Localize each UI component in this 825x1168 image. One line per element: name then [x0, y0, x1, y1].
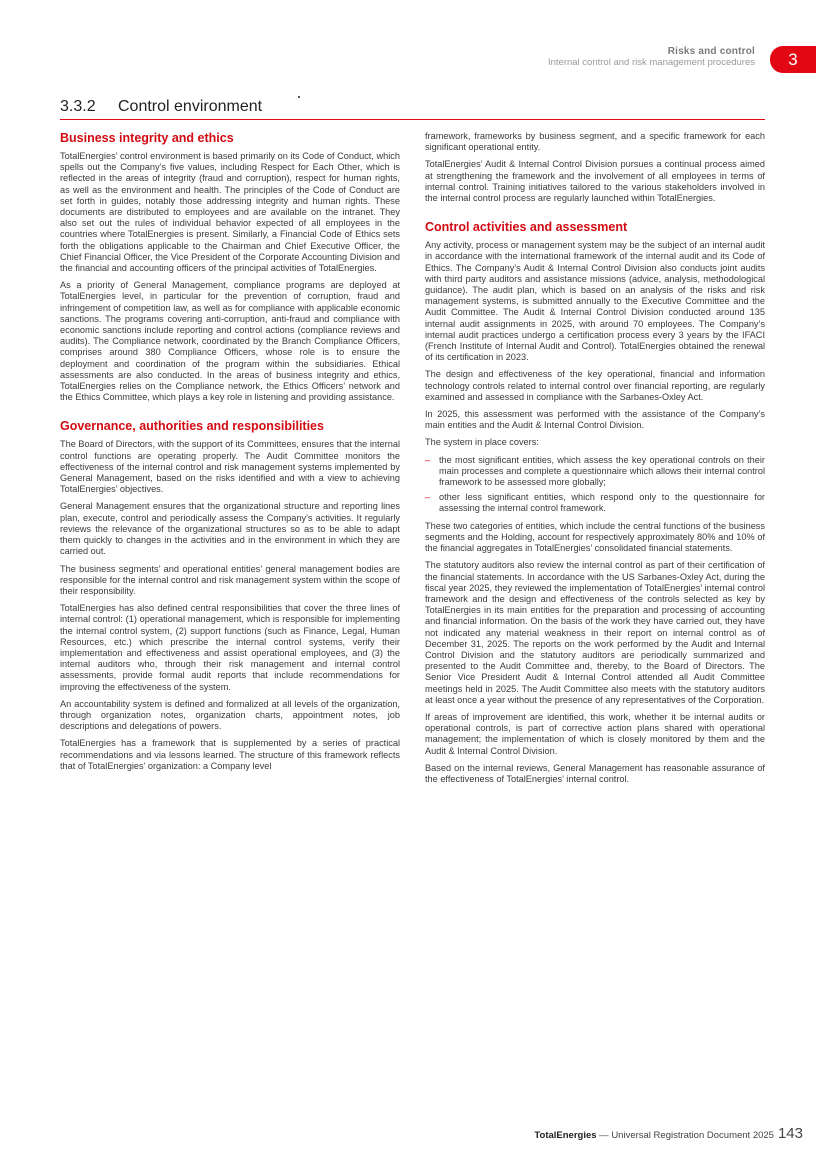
heading-governance: Governance, authorities and responsibilities: [60, 419, 324, 434]
header-subtitle: Internal control and risk management procedures: [547, 57, 755, 68]
paragraph: An accountability system is defined and formalized at all levels of the organization, through organization notes, organization charts, appointment notes, job descriptions and delegations of powers.: [60, 698, 400, 732]
paragraph: The business segments’ and operational entities’ general management bodies are responsible for the internal control and risk management system within the scope of their responsibility.: [60, 563, 400, 596]
paragraph: If areas of improvement are identified, this work, whether it be internal audits or operational controls, is part of corrective action plans shared with operational management; the implementation of which is closely monitored by them and the Audit & Internal Control Division.: [425, 711, 765, 756]
paragraph: Based on the internal reviews, General Management has reasonable assurance of the effectiveness of TotalEnergies’ internal control.: [425, 762, 765, 784]
paragraph: TotalEnergies has a framework that is supplemented by a series of practical recommendations and via lessons learned. The structure of this framework reflects that of TotalEnergies’ organization: a Company level: [60, 738, 400, 771]
section-title: [60, 96, 765, 120]
list-item: [425, 455, 765, 489]
bullet-list: [425, 455, 765, 515]
page-footer: [534, 1125, 803, 1143]
dash-marker: –: [425, 492, 431, 503]
running-header: [548, 46, 755, 68]
page-number: 143: [777, 1125, 803, 1142]
paragraph: As a priority of General Management, compliance programs are deployed at TotalEnergies level, in particular for the prevention of corruption, fraud and infringement of competition law, as well as for compliance with applicable economic sanctions. The programs covering anti-corruption, anti-fraud and compliance with economic sanctions include reporting and control actions (compliance reviews and audits). The Compliance network, coordinated by the Branch Compliance Officers, comprises around 380 Compliance Officers, whose role is to ensure the deployment and coordination of the program within the subsidiaries. Ethical assessments are also conducted. In the areas of business integrity and ethics, TotalEnergies relies on the Compliance network, the Ethics Officers’ network and the Ethics Committee, which plays a key role in listening and providing assistance.: [60, 280, 400, 403]
chapter-tab: 3: [770, 46, 816, 73]
paragraph: These two categories of entities, which include the central functions of the business segments and the Holding, account for respectively approximately 80% and 10% of the financial aggregates in TotalEnergies’ consolidated financial statements.: [425, 520, 765, 554]
footer-brand: TotalEnergies: [534, 1130, 597, 1141]
paragraph: TotalEnergies’ control environment is based primarily on its Code of Conduct, which spells out the Company’s five values, including Respect for Each Other, which is reflected in the areas of integrity (fraud and corruption), respect for human rights, as well as the environment and health. The principles of the Code of Conduct are set forth in guides, notably those addressing integrity and human rights. These documents are distributed to employees and are available on the intranet. They also set out the rules of individual behavior expected of all employees in the countries where TotalEnergies is present. Similarly, a Financial Code of Ethics sets forth the obligations applicable to the Chairman and Chief Executive Officer, the Chief Financial Officer, the Vice President of the Corporate Accounting Division and the financial and accounting officers of the principal activities of TotalEnergies.: [60, 151, 400, 274]
paragraph: The Board of Directors, with the support of its Committees, ensures that the internal control functions are operating properly. The Audit Committee monitors the effectiveness of the internal control and risk management systems implemented by General Management, based on the risks identified and with a view to achieving TotalEnergies’ objectives.: [60, 439, 400, 495]
paragraph: The system in place covers:: [425, 437, 539, 448]
paragraph: The design and effectiveness of the key operational, financial and information technology controls related to internal control over financial reporting, are regularly examined and assessed in compliance with the Sarbanes-Oxley Act.: [425, 369, 765, 402]
section-dot: [298, 96, 300, 98]
list-item: [425, 492, 765, 514]
paragraph: In 2025, this assessment was performed with the assistance of the Company’s main entities and the Audit & Internal Control Division.: [425, 409, 765, 431]
heading-business-integrity: Business integrity and ethics: [60, 131, 234, 145]
footer-document-title: — Universal Registration Document 2025: [596, 1130, 774, 1141]
section-name: Control environment: [118, 98, 263, 115]
paragraph: framework, frameworks by business segment, and a specific framework for each significant operational entity.: [425, 131, 765, 153]
list-item-text: other less significant entities, which respond only to the questionnaire for assessing the internal control framework.: [439, 492, 765, 514]
list-item-text: the most significant entities, which assess the key operational controls on their main processes and complete a questionnaire which allows their internal control framework to be assessed more globally;: [439, 454, 765, 488]
section-number: 3.3.2: [60, 98, 96, 115]
paragraph: General Management ensures that the organizational structure and reporting lines plan, execute, control and periodically assess the Company’s activities. It regularly reviews the relevance of the organizational structures so as to be able to adapt them quickly to changes in the activities and in the environment in which they are carried out.: [60, 501, 400, 557]
paragraph: Any activity, process or management system may be the subject of an internal audit in accordance with the international framework of the internal audit and its Code of Ethics. The Company’s Audit & Internal Control Division also conducts joint audits with third party auditors and assistance missions (advice, analysis, methodological guidance). The audit plan, which is based on an analysis of the risks and risk management systems, is submitted annually to the Executive Committee and the Audit Committee. The Audit & Internal Control Division conducted around 135 internal audit assignments in 2025, with around 70 employees. The Company’s internal audit practices undergo a certification process every 3 years by the IFACI (French Institute of Internal Audit and Control). TotalEnergies obtained the renewal of its certification in 2023.: [425, 240, 765, 363]
paragraph: TotalEnergies has also defined central responsibilities that cover the three lines of internal control: (1) operational management, which is responsible for implementing the internal control system, (2) support functions (such as Finance, Legal, Human Resources, etc.) which prescribe the internal control systems, verify their implementation and effectiveness and assist operational employees, and (3) the internal auditors who, through their risk management and internal control assessments, provide formal audit reports that include recommendations for improving the effectiveness of the system.: [60, 603, 400, 692]
paragraph: TotalEnergies’ Audit & Internal Control Division pursues a continual process aimed at strengthening the framework and the involvement of all employees in terms of internal control. Training initiatives tailored to the various stakeholders involved in the internal control process are regularly launched within TotalEnergies.: [425, 159, 765, 204]
left-column: [60, 131, 400, 778]
right-column: [425, 131, 765, 791]
dash-marker: –: [425, 454, 431, 465]
header-title: Risks and control: [667, 46, 755, 57]
heading-control-activities: Control activities and assessment: [425, 220, 628, 235]
paragraph: The statutory auditors also review the internal control as part of their certification of the financial statements. In accordance with the US Sarbanes-Oxley Act, during the fiscal year 2025, they reviewed the implementation of TotalEnergies’ internal control framework and the design and effectiveness of the controls selected as key by TotalEnergies in its main entities for the preparation and processing of accounting and financial information. On the basis of the work they have carried out, they have not indicated any material weakness in their report on internal control as of December 31, 2025. The reports on the work performed by the Audit and Internal Control Division and the statutory auditors are periodically summarized and presented to the Audit Committee and, thereby, to the Board of Directors. The Senior Vice President Audit & Internal Control attended all Audit Committee meetings held in 2025. The Audit Committee also meets with the statutory auditors at least once a year without the presence of any representatives of the Corporation.: [425, 560, 765, 705]
